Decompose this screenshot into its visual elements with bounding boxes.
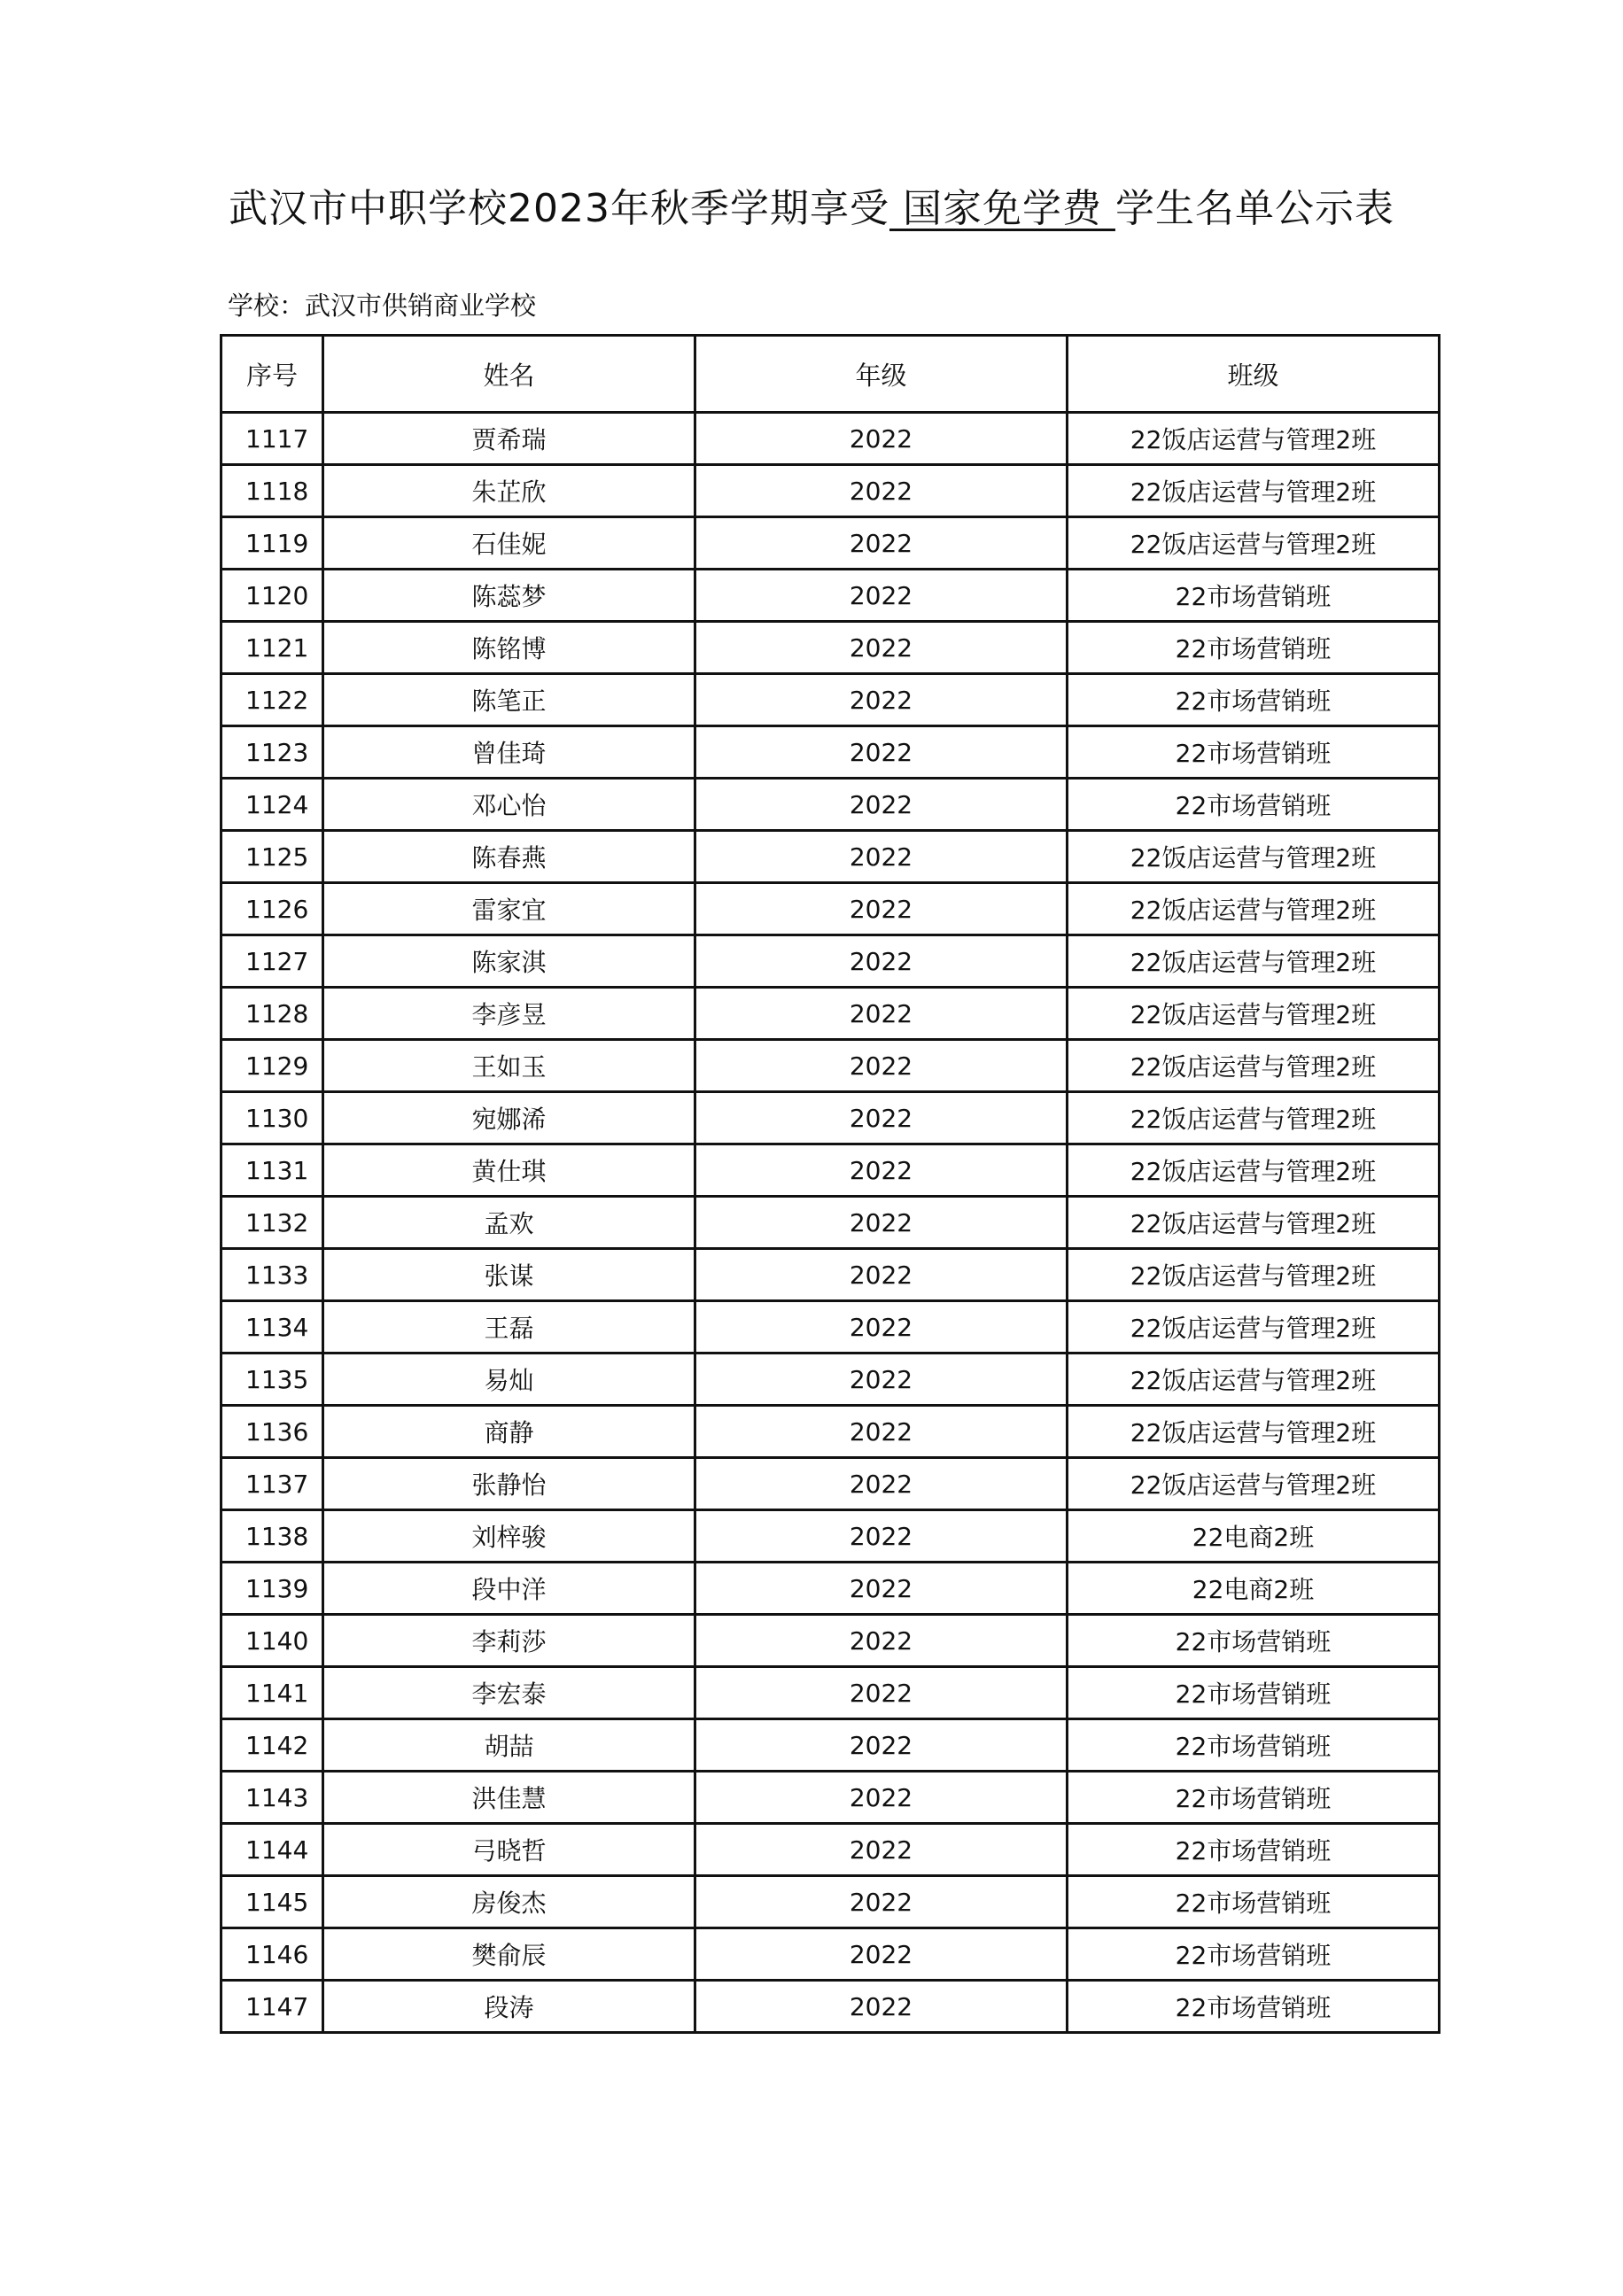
- cell-class: 22饭店运营与管理2班: [1068, 988, 1440, 1040]
- cell-grade: 2022: [695, 1040, 1068, 1092]
- cell-class: 22饭店运营与管理2班: [1068, 1406, 1440, 1458]
- cell-class: 22饭店运营与管理2班: [1068, 831, 1440, 883]
- cell-seq: 1147: [221, 1981, 323, 2033]
- cell-name: 房俊杰: [323, 1876, 695, 1928]
- cell-name: 王如玉: [323, 1040, 695, 1092]
- table-row: [221, 1876, 1440, 1928]
- table-row: [221, 674, 1440, 726]
- table-row: [221, 1406, 1440, 1458]
- cell-name: 商静: [323, 1406, 695, 1458]
- cell-grade: 2022: [695, 1249, 1068, 1301]
- cell-class: 22市场营销班: [1068, 726, 1440, 779]
- cell-class: 22市场营销班: [1068, 1981, 1440, 2033]
- cell-name: 洪佳慧: [323, 1772, 695, 1824]
- cell-grade: 2022: [695, 570, 1068, 622]
- school-label: 学校：: [228, 291, 306, 321]
- cell-class: 22饭店运营与管理2班: [1068, 935, 1440, 988]
- cell-seq: 1138: [221, 1510, 323, 1563]
- page-title-underlined: 国家免学费: [889, 186, 1115, 231]
- page-title-prefix: 武汉市中职学校2023年秋季学期享受: [229, 186, 889, 231]
- cell-class: 22饭店运营与管理2班: [1068, 1092, 1440, 1144]
- table-body: [221, 413, 1440, 2033]
- cell-grade: 2022: [695, 1563, 1068, 1615]
- cell-seq: 1144: [221, 1824, 323, 1876]
- cell-name: 弓晓哲: [323, 1824, 695, 1876]
- cell-seq: 1139: [221, 1563, 323, 1615]
- cell-grade: 2022: [695, 726, 1068, 779]
- cell-name: 易灿: [323, 1354, 695, 1406]
- cell-grade: 2022: [695, 1928, 1068, 1981]
- table-row: [221, 1981, 1440, 2033]
- cell-name: 陈家淇: [323, 935, 695, 988]
- cell-name: 王磊: [323, 1301, 695, 1354]
- cell-name: 朱芷欣: [323, 465, 695, 517]
- cell-name: 樊俞辰: [323, 1928, 695, 1981]
- student-roster-table: [220, 334, 1441, 2034]
- cell-class: 22市场营销班: [1068, 1928, 1440, 1981]
- table-row: [221, 1510, 1440, 1563]
- cell-grade: 2022: [695, 1406, 1068, 1458]
- column-header-grade: 年级: [695, 336, 1068, 413]
- table-row: [221, 935, 1440, 988]
- table-header-row: [221, 336, 1440, 413]
- school-line: [228, 287, 536, 324]
- table-row: [221, 465, 1440, 517]
- cell-name: 李宏泰: [323, 1667, 695, 1719]
- cell-class: 22市场营销班: [1068, 779, 1440, 831]
- cell-seq: 1141: [221, 1667, 323, 1719]
- cell-grade: 2022: [695, 1197, 1068, 1249]
- cell-class: 22饭店运营与管理2班: [1068, 1458, 1440, 1510]
- school-name: 武汉市供销商业学校: [305, 291, 537, 321]
- table-row: [221, 988, 1440, 1040]
- cell-class: 22饭店运营与管理2班: [1068, 883, 1440, 935]
- cell-seq: 1130: [221, 1092, 323, 1144]
- cell-class: 22饭店运营与管理2班: [1068, 1249, 1440, 1301]
- cell-class: 22电商2班: [1068, 1563, 1440, 1615]
- table-row: [221, 1301, 1440, 1354]
- cell-seq: 1136: [221, 1406, 323, 1458]
- cell-name: 曾佳琦: [323, 726, 695, 779]
- cell-seq: 1118: [221, 465, 323, 517]
- table-row: [221, 1928, 1440, 1981]
- cell-name: 雷家宜: [323, 883, 695, 935]
- cell-name: 张谋: [323, 1249, 695, 1301]
- cell-grade: 2022: [695, 1144, 1068, 1197]
- cell-grade: 2022: [695, 1824, 1068, 1876]
- cell-grade: 2022: [695, 1772, 1068, 1824]
- cell-class: 22市场营销班: [1068, 1824, 1440, 1876]
- cell-seq: 1119: [221, 517, 323, 570]
- cell-class: 22饭店运营与管理2班: [1068, 1301, 1440, 1354]
- cell-seq: 1134: [221, 1301, 323, 1354]
- cell-class: 22市场营销班: [1068, 674, 1440, 726]
- cell-name: 胡喆: [323, 1719, 695, 1772]
- table-row: [221, 726, 1440, 779]
- page-title: [0, 181, 1623, 237]
- cell-class: 22饭店运营与管理2班: [1068, 517, 1440, 570]
- table-row: [221, 1354, 1440, 1406]
- cell-name: 黄仕琪: [323, 1144, 695, 1197]
- table-row: [221, 883, 1440, 935]
- cell-grade: 2022: [695, 1876, 1068, 1928]
- cell-seq: 1146: [221, 1928, 323, 1981]
- cell-name: 孟欢: [323, 1197, 695, 1249]
- cell-class: 22饭店运营与管理2班: [1068, 1144, 1440, 1197]
- table-row: [221, 1615, 1440, 1667]
- table-row: [221, 1144, 1440, 1197]
- cell-grade: 2022: [695, 1354, 1068, 1406]
- cell-class: 22饭店运营与管理2班: [1068, 413, 1440, 465]
- cell-seq: 1131: [221, 1144, 323, 1197]
- cell-grade: 2022: [695, 465, 1068, 517]
- cell-grade: 2022: [695, 831, 1068, 883]
- cell-seq: 1135: [221, 1354, 323, 1406]
- cell-seq: 1123: [221, 726, 323, 779]
- cell-seq: 1127: [221, 935, 323, 988]
- cell-seq: 1133: [221, 1249, 323, 1301]
- cell-name: 陈铭博: [323, 622, 695, 674]
- cell-name: 邓心怡: [323, 779, 695, 831]
- table-row: [221, 1092, 1440, 1144]
- cell-class: 22饭店运营与管理2班: [1068, 465, 1440, 517]
- cell-name: 贾希瑞: [323, 413, 695, 465]
- cell-seq: 1143: [221, 1772, 323, 1824]
- cell-seq: 1120: [221, 570, 323, 622]
- table-row: [221, 413, 1440, 465]
- cell-name: 张静怡: [323, 1458, 695, 1510]
- cell-name: 陈笔正: [323, 674, 695, 726]
- cell-grade: 2022: [695, 1510, 1068, 1563]
- page-title-suffix: 学生名单公示表: [1114, 186, 1394, 231]
- cell-name: 陈春燕: [323, 831, 695, 883]
- table-row: [221, 1563, 1440, 1615]
- cell-grade: 2022: [695, 1458, 1068, 1510]
- cell-seq: 1126: [221, 883, 323, 935]
- cell-class: 22市场营销班: [1068, 1772, 1440, 1824]
- cell-class: 22饭店运营与管理2班: [1068, 1040, 1440, 1092]
- column-header-name: 姓名: [323, 336, 695, 413]
- cell-name: 陈蕊梦: [323, 570, 695, 622]
- cell-seq: 1142: [221, 1719, 323, 1772]
- cell-name: 李彦昱: [323, 988, 695, 1040]
- table-row: [221, 570, 1440, 622]
- cell-grade: 2022: [695, 883, 1068, 935]
- cell-grade: 2022: [695, 1301, 1068, 1354]
- cell-seq: 1129: [221, 1040, 323, 1092]
- table-row: [221, 1824, 1440, 1876]
- cell-grade: 2022: [695, 1981, 1068, 2033]
- table-row: [221, 1197, 1440, 1249]
- cell-name: 段中洋: [323, 1563, 695, 1615]
- table-row: [221, 1040, 1440, 1092]
- cell-seq: 1125: [221, 831, 323, 883]
- cell-grade: 2022: [695, 1615, 1068, 1667]
- cell-class: 22市场营销班: [1068, 622, 1440, 674]
- cell-name: 石佳妮: [323, 517, 695, 570]
- cell-seq: 1117: [221, 413, 323, 465]
- cell-class: 22市场营销班: [1068, 1667, 1440, 1719]
- cell-class: 22市场营销班: [1068, 1615, 1440, 1667]
- table-row: [221, 831, 1440, 883]
- cell-name: 刘梓骏: [323, 1510, 695, 1563]
- column-header-seq: 序号: [221, 336, 323, 413]
- cell-name: 李莉莎: [323, 1615, 695, 1667]
- cell-seq: 1124: [221, 779, 323, 831]
- cell-grade: 2022: [695, 622, 1068, 674]
- table-row: [221, 1772, 1440, 1824]
- table-row: [221, 1249, 1440, 1301]
- cell-grade: 2022: [695, 1667, 1068, 1719]
- cell-class: 22电商2班: [1068, 1510, 1440, 1563]
- table-row: [221, 517, 1440, 570]
- cell-seq: 1145: [221, 1876, 323, 1928]
- cell-class: 22市场营销班: [1068, 1719, 1440, 1772]
- cell-class: 22饭店运营与管理2班: [1068, 1197, 1440, 1249]
- cell-seq: 1128: [221, 988, 323, 1040]
- cell-class: 22饭店运营与管理2班: [1068, 1354, 1440, 1406]
- cell-grade: 2022: [695, 935, 1068, 988]
- cell-name: 宛娜浠: [323, 1092, 695, 1144]
- cell-grade: 2022: [695, 517, 1068, 570]
- cell-seq: 1137: [221, 1458, 323, 1510]
- cell-grade: 2022: [695, 1719, 1068, 1772]
- cell-grade: 2022: [695, 988, 1068, 1040]
- cell-grade: 2022: [695, 779, 1068, 831]
- cell-class: 22市场营销班: [1068, 570, 1440, 622]
- cell-grade: 2022: [695, 674, 1068, 726]
- cell-seq: 1121: [221, 622, 323, 674]
- cell-grade: 2022: [695, 413, 1068, 465]
- column-header-class: 班级: [1068, 336, 1440, 413]
- cell-seq: 1132: [221, 1197, 323, 1249]
- table-row: [221, 1667, 1440, 1719]
- cell-name: 段涛: [323, 1981, 695, 2033]
- cell-class: 22市场营销班: [1068, 1876, 1440, 1928]
- table-row: [221, 1458, 1440, 1510]
- table-row: [221, 779, 1440, 831]
- cell-grade: 2022: [695, 1092, 1068, 1144]
- cell-seq: 1140: [221, 1615, 323, 1667]
- table-row: [221, 1719, 1440, 1772]
- cell-seq: 1122: [221, 674, 323, 726]
- table-row: [221, 622, 1440, 674]
